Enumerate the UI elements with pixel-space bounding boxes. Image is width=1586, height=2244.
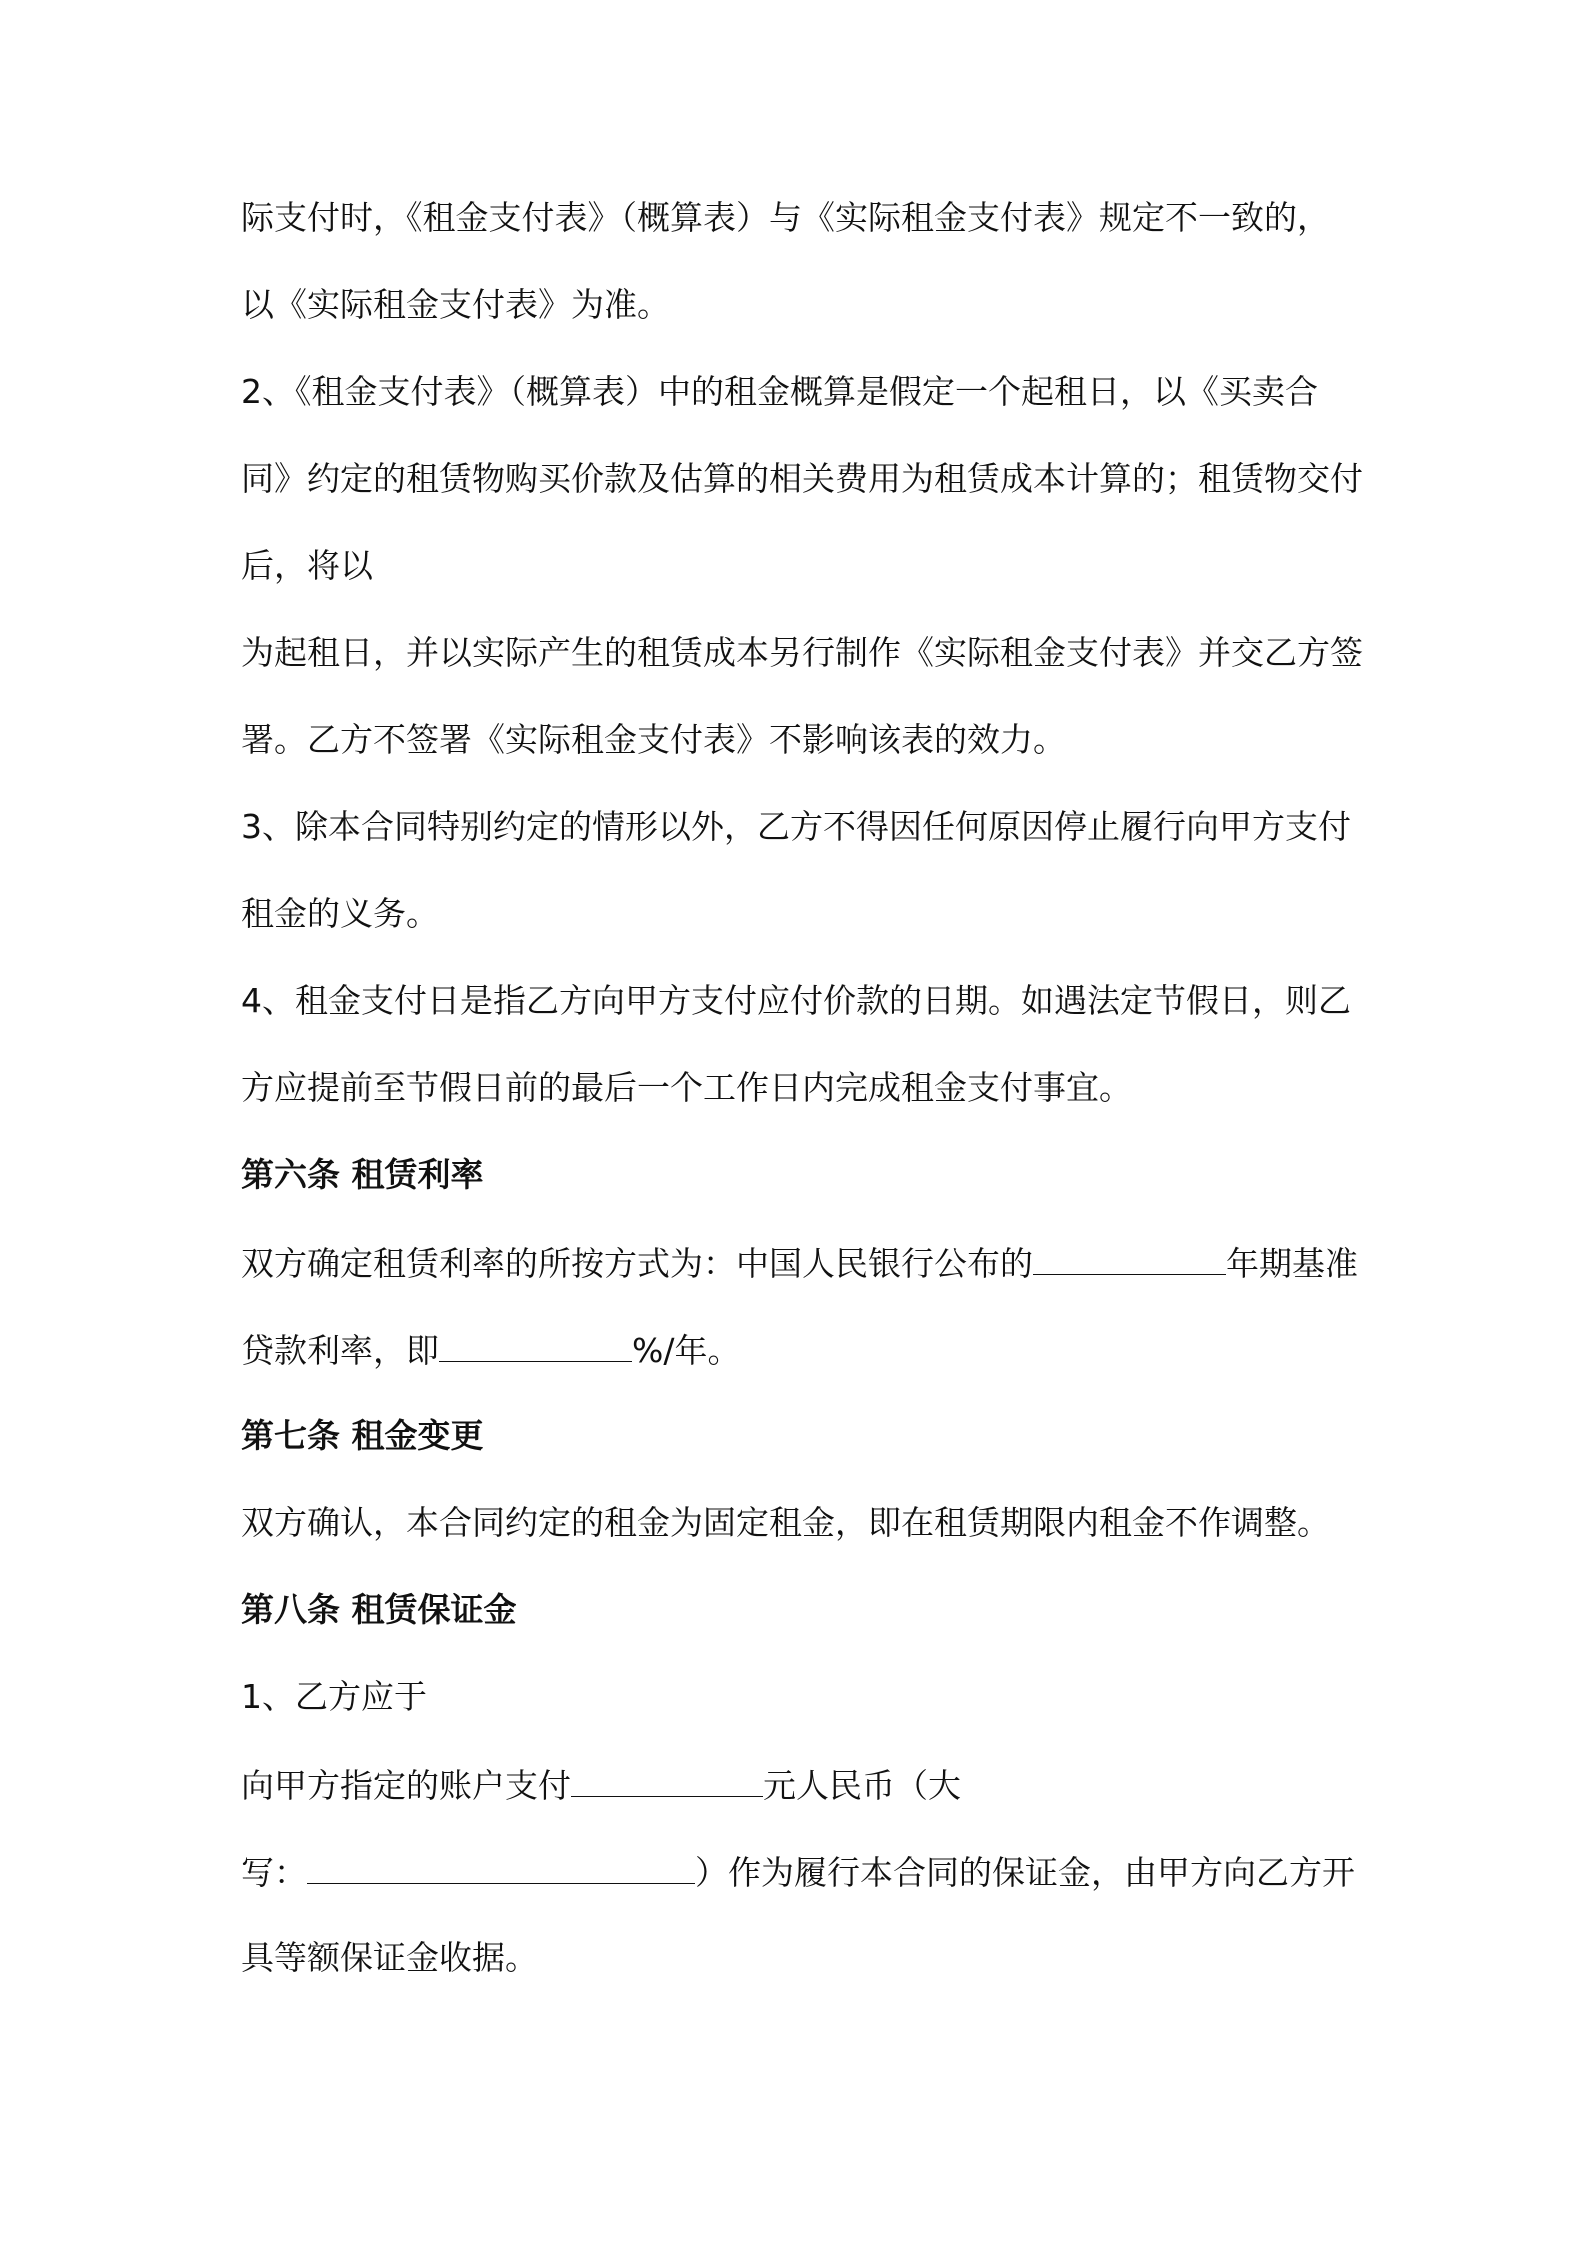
paragraph-line-deposit-uppercase bbox=[241, 1849, 1355, 1895]
section-heading-article-8: 第八条 租赁保证金 bbox=[241, 1590, 517, 1629]
paragraph-line: 方应提前至节假日前的最后一个工作日内完成租金支付事宜。 bbox=[241, 1068, 1132, 1107]
text-segment: %/年。 bbox=[632, 1331, 741, 1370]
paragraph-line: 际支付时，《租金支付表》（概算表）与《实际租金支付表》规定不一致的， bbox=[241, 198, 1330, 237]
paragraph-line: 1、乙方应于 bbox=[241, 1677, 427, 1716]
text-segment: 双方确定租赁利率的所按方式为：中国人民银行公布的 bbox=[241, 1244, 1033, 1283]
paragraph-line: 2、《租金支付表》（概算表）中的租金概算是假定一个起租日，以《买卖合 bbox=[241, 372, 1318, 411]
paragraph-line: 双方确认，本合同约定的租金为固定租金，即在租赁期限内租金不作调整。 bbox=[241, 1503, 1330, 1542]
text-segment: 向甲方指定的账户支付 bbox=[241, 1766, 571, 1805]
blank-field-rate-percent[interactable] bbox=[439, 1327, 632, 1362]
paragraph-line: 署。乙方不签署《实际租金支付表》不影响该表的效力。 bbox=[241, 720, 1066, 759]
paragraph-line: 租金的义务。 bbox=[241, 894, 439, 933]
paragraph-line: 具等额保证金收据。 bbox=[241, 1938, 538, 1977]
paragraph-line: 为起租日，并以实际产生的租赁成本另行制作《实际租金支付表》并交乙方签 bbox=[241, 633, 1363, 672]
blank-field-deposit-amount[interactable] bbox=[571, 1762, 763, 1797]
paragraph-line: 后，将以 bbox=[241, 546, 373, 585]
blank-field-deposit-uppercase[interactable] bbox=[307, 1849, 695, 1884]
paragraph-line-deposit-amount bbox=[241, 1762, 961, 1808]
paragraph-line: 以《实际租金支付表》为准。 bbox=[241, 285, 670, 324]
section-heading-article-7: 第七条 租金变更 bbox=[241, 1416, 484, 1455]
text-segment: ）作为履行本合同的保证金，由甲方向乙方开 bbox=[695, 1853, 1355, 1892]
text-segment: 贷款利率，即 bbox=[241, 1331, 439, 1370]
text-segment: 写： bbox=[241, 1853, 307, 1892]
text-segment: 元人民币（大 bbox=[763, 1766, 961, 1805]
section-heading-article-6: 第六条 租赁利率 bbox=[241, 1155, 484, 1194]
paragraph-line: 3、除本合同特别约定的情形以外，乙方不得因任何原因停止履行向甲方支付 bbox=[241, 807, 1351, 846]
paragraph-line-rate bbox=[241, 1240, 1358, 1286]
blank-field-term-years[interactable] bbox=[1033, 1240, 1226, 1275]
paragraph-line-rate-value bbox=[241, 1327, 740, 1373]
paragraph-line: 同》约定的租赁物购买价款及估算的相关费用为租赁成本计算的；租赁物交付 bbox=[241, 459, 1363, 498]
text-segment: 年期基准 bbox=[1226, 1244, 1358, 1283]
paragraph-line: 4、租金支付日是指乙方向甲方支付应付价款的日期。如遇法定节假日，则乙 bbox=[241, 981, 1351, 1020]
